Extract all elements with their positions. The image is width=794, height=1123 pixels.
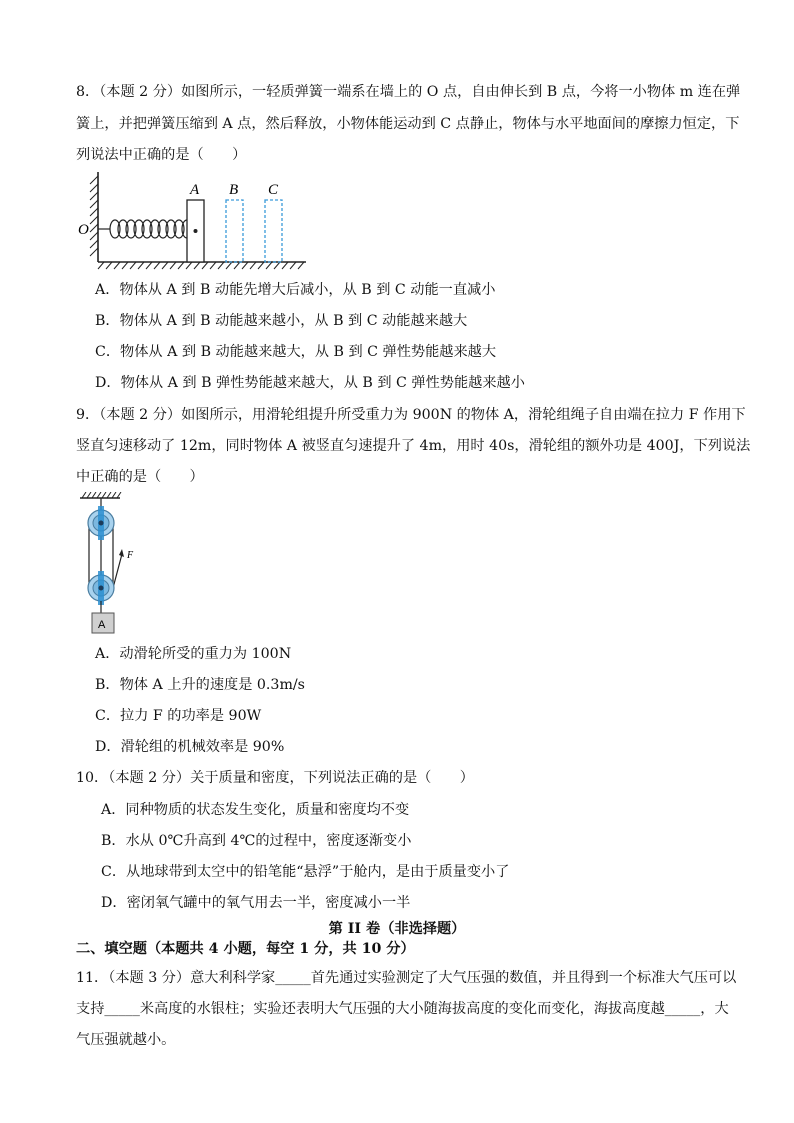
q9-stem-line-3: 中正确的是（ ） — [76, 469, 204, 485]
volume-title: 第 II 卷（非选择题） — [328, 921, 466, 937]
q10-option-d: D．密闭氧气罐中的氧气用去一半，密度减小一半 — [101, 895, 411, 911]
section-title: 二、填空题（本题共 4 小题，每空 1 分，共 10 分） — [76, 941, 415, 957]
q11-line-3: 气压强就越小。 — [76, 1032, 176, 1048]
spring-figure — [74, 170, 314, 272]
q10-option-b: B．水从 0℃升高到 4℃的过程中，密度逐渐变小 — [101, 833, 412, 849]
label-a: A — [190, 182, 200, 198]
q8-stem-line-3: 列说法中正确的是（ ） — [76, 147, 247, 163]
q8-option-d: D．物体从 A 到 B 弹性势能越来越大，从 B 到 C 弹性势能越来越小 — [95, 375, 525, 391]
q11-line-2: 支持_____米高度的水银柱；实验还表明大气压强的大小随海拔高度的变化而变化，海拔高度越_____，大 — [76, 1001, 729, 1017]
label-f: F — [127, 550, 134, 561]
q8-stem-line-2: 簧上，并把弹簧压缩到 A 点，然后释放，小物体能运动到 C 点静止，物体与水平地面间的摩擦力恒定，下 — [76, 116, 740, 132]
q10-option-c: C．从地球带到太空中的铅笔能“悬浮”于舱内，是由于质量变小了 — [101, 864, 510, 880]
q9-stem-line-2: 竖直匀速移动了 12m，同时物体 A 被竖直匀速提升了 4m，用时 40s，滑轮组的额外功是 400J，下列说法 — [76, 438, 751, 454]
label-b: B — [229, 182, 239, 198]
label-o: O — [78, 222, 89, 238]
q8-option-b: B．物体从 A 到 B 动能越来越小，从 B 到 C 动能越来越大 — [95, 313, 468, 329]
q9-option-c: C．拉力 F 的功率是 90W — [95, 708, 262, 724]
label-block-a: A — [98, 619, 106, 631]
q9-option-b: B．物体 A 上升的速度是 0.3m/s — [95, 677, 305, 693]
q10-stem: 10．（本题 2 分）关于质量和密度，下列说法正确的是（ ） — [76, 770, 474, 786]
q9-option-a: A．动滑轮所受的重力为 100N — [95, 646, 292, 662]
q8-stem-line-1: 8．（本题 2 分）如图所示，一轻质弹簧一端系在墙上的 O 点，自由伸长到 B 点，今将一小物体 m 连在弹 — [76, 84, 741, 100]
q10-option-a: A．同种物质的状态发生变化，质量和密度均不变 — [101, 802, 410, 818]
q11-line-1: 11．（本题 3 分）意大利科学家_____首先通过实验测定了大气压强的数值，并且得到一个标准大气压可以 — [76, 970, 737, 986]
q9-option-d: D．滑轮组的机械效率是 90% — [95, 739, 285, 755]
q8-option-c: C．物体从 A 到 B 动能越来越大，从 B 到 C 弹性势能越来越大 — [95, 344, 497, 360]
q8-option-a: A．物体从 A 到 B 动能先增大后减小，从 B 到 C 动能一直减小 — [95, 282, 496, 298]
q9-stem-line-1: 9．（本题 2 分）如图所示，用滑轮组提升所受重力为 900N 的物体 A，滑轮组绳子自由端在拉力 F 作用下 — [76, 407, 746, 423]
label-c: C — [268, 182, 279, 198]
pulley-figure — [74, 492, 144, 637]
